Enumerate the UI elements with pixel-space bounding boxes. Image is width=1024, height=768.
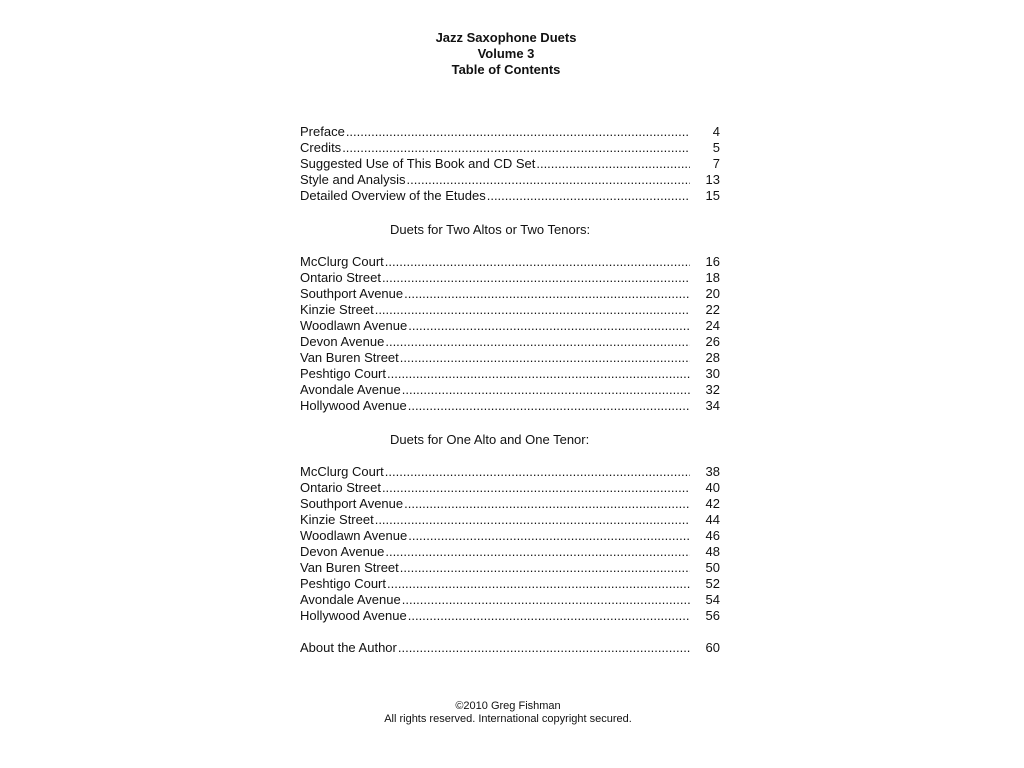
toc-entry xyxy=(300,334,720,350)
dot-leader xyxy=(387,366,690,382)
toc-entry-title: Hollywood Avenue xyxy=(300,608,407,623)
toc-entry xyxy=(300,608,720,624)
toc-entry-page: 24 xyxy=(705,318,720,333)
toc-entry xyxy=(300,350,720,366)
toc-entry-page: 26 xyxy=(705,334,720,349)
toc-entry-title: Avondale Avenue xyxy=(300,592,401,607)
toc-entry xyxy=(300,270,720,286)
toc-entry xyxy=(300,302,720,318)
toc-entry-title: McClurg Court xyxy=(300,254,384,269)
toc-entry xyxy=(300,398,720,414)
toc-entry-page: 22 xyxy=(705,302,720,317)
toc-entry-page: 30 xyxy=(705,366,720,381)
toc-entry-page: 4 xyxy=(712,124,720,139)
section-heading-one-alto-one-tenor: Duets for One Alto and One Tenor: xyxy=(390,432,590,447)
toc-entry-page: 60 xyxy=(705,640,720,655)
toc-entry-title: Kinzie Street xyxy=(300,302,374,317)
toc-heading: Table of Contents xyxy=(451,62,561,77)
toc-entry-title: Kinzie Street xyxy=(300,512,374,527)
toc-entry-page: 44 xyxy=(705,512,720,527)
dot-leader xyxy=(387,576,690,592)
toc-entry-page: 7 xyxy=(712,156,720,171)
toc-entry-page: 56 xyxy=(705,608,720,623)
dot-leader xyxy=(408,398,690,414)
dot-leader xyxy=(375,512,690,528)
dot-leader xyxy=(385,544,690,560)
section-list-two-altos-or-two-tenors xyxy=(300,254,720,414)
toc-entry xyxy=(300,188,720,204)
dot-leader xyxy=(402,592,690,608)
toc-entry-title: Van Buren Street xyxy=(300,350,399,365)
toc-entry-title: Devon Avenue xyxy=(300,334,385,349)
dot-leader xyxy=(382,270,690,286)
toc-entry-title: McClurg Court xyxy=(300,464,384,479)
toc-entry-page: 20 xyxy=(705,286,720,301)
toc-entry xyxy=(300,172,720,188)
toc-entry xyxy=(300,124,720,140)
toc-entry-page: 46 xyxy=(705,528,720,543)
dot-leader xyxy=(408,608,690,624)
toc-entry-page: 50 xyxy=(705,560,720,575)
section-heading-two-altos-or-two-tenors: Duets for Two Altos or Two Tenors: xyxy=(390,222,591,237)
front-matter-list xyxy=(300,124,720,204)
toc-entry xyxy=(300,592,720,608)
dot-leader xyxy=(398,640,690,656)
toc-entry xyxy=(300,254,720,270)
toc-entry-title: Woodlawn Avenue xyxy=(300,528,408,543)
toc-entry xyxy=(300,140,720,156)
toc-entry-title: About the Author xyxy=(300,640,397,655)
section-list-one-alto-one-tenor xyxy=(300,464,720,624)
toc-entry-page: 15 xyxy=(705,188,720,203)
copyright-footer xyxy=(0,700,1024,726)
toc-entry-page: 32 xyxy=(705,382,720,397)
toc-entry-title: Ontario Street xyxy=(300,480,381,495)
toc-entry-title: Peshtigo Court xyxy=(300,366,386,381)
back-matter-list xyxy=(300,640,720,656)
toc-entry xyxy=(300,544,720,560)
dot-leader xyxy=(342,140,690,156)
toc-entry-page: 38 xyxy=(705,464,720,479)
toc-entry-title: Hollywood Avenue xyxy=(300,398,407,413)
toc-entry-page: 48 xyxy=(705,544,720,559)
toc-entry-page: 34 xyxy=(705,398,720,413)
toc-entry-title: Style and Analysis xyxy=(300,172,406,187)
toc-entry-title: Southport Avenue xyxy=(300,496,404,511)
dot-leader xyxy=(536,156,690,172)
toc-entry-page: 16 xyxy=(705,254,720,269)
toc-entry-title: Peshtigo Court xyxy=(300,576,386,591)
toc-entry-title: Credits xyxy=(300,140,342,155)
rights-line: All rights reserved. International copyright secured. xyxy=(384,713,632,725)
toc-entry xyxy=(300,286,720,302)
dot-leader xyxy=(407,172,690,188)
toc-entry-title: Van Buren Street xyxy=(300,560,399,575)
toc-entry-page: 5 xyxy=(712,140,720,155)
toc-entry xyxy=(300,640,720,656)
toc-entry-page: 54 xyxy=(705,592,720,607)
dot-leader xyxy=(408,528,690,544)
toc-entry-title: Ontario Street xyxy=(300,270,381,285)
toc-entry-title: Suggested Use of This Book and CD Set xyxy=(300,156,536,171)
toc-entry xyxy=(300,318,720,334)
table-of-contents xyxy=(300,124,720,656)
toc-entry xyxy=(300,366,720,382)
dot-leader xyxy=(487,188,690,204)
toc-entry xyxy=(300,156,720,172)
dot-leader xyxy=(400,350,690,366)
toc-entry xyxy=(300,512,720,528)
toc-entry-page: 40 xyxy=(705,480,720,495)
dot-leader xyxy=(408,318,690,334)
toc-entry xyxy=(300,464,720,480)
volume-label: Volume 3 xyxy=(477,46,535,61)
copyright-line: ©2010 Greg Fishman xyxy=(455,700,561,712)
document-header xyxy=(0,30,1024,78)
toc-entry-page: 52 xyxy=(705,576,720,591)
toc-entry-page: 42 xyxy=(705,496,720,511)
toc-entry-title: Preface xyxy=(300,124,345,139)
toc-entry-page: 18 xyxy=(705,270,720,285)
dot-leader xyxy=(385,334,690,350)
book-title: Jazz Saxophone Duets xyxy=(435,30,577,45)
toc-entry-title: Avondale Avenue xyxy=(300,382,401,397)
dot-leader xyxy=(404,496,690,512)
dot-leader xyxy=(404,286,690,302)
dot-leader xyxy=(400,560,690,576)
toc-entry-page: 28 xyxy=(705,350,720,365)
dot-leader xyxy=(385,254,690,270)
dot-leader xyxy=(385,464,690,480)
toc-entry-page: 13 xyxy=(705,172,720,187)
dot-leader xyxy=(346,124,690,140)
dot-leader xyxy=(402,382,690,398)
toc-entry-title: Southport Avenue xyxy=(300,286,404,301)
toc-entry xyxy=(300,382,720,398)
toc-entry-title: Devon Avenue xyxy=(300,544,385,559)
toc-entry-title: Detailed Overview of the Etudes xyxy=(300,188,486,203)
toc-entry xyxy=(300,528,720,544)
toc-entry xyxy=(300,560,720,576)
toc-entry xyxy=(300,480,720,496)
toc-entry-title: Woodlawn Avenue xyxy=(300,318,408,333)
dot-leader xyxy=(375,302,690,318)
toc-entry xyxy=(300,496,720,512)
toc-entry xyxy=(300,576,720,592)
dot-leader xyxy=(382,480,690,496)
